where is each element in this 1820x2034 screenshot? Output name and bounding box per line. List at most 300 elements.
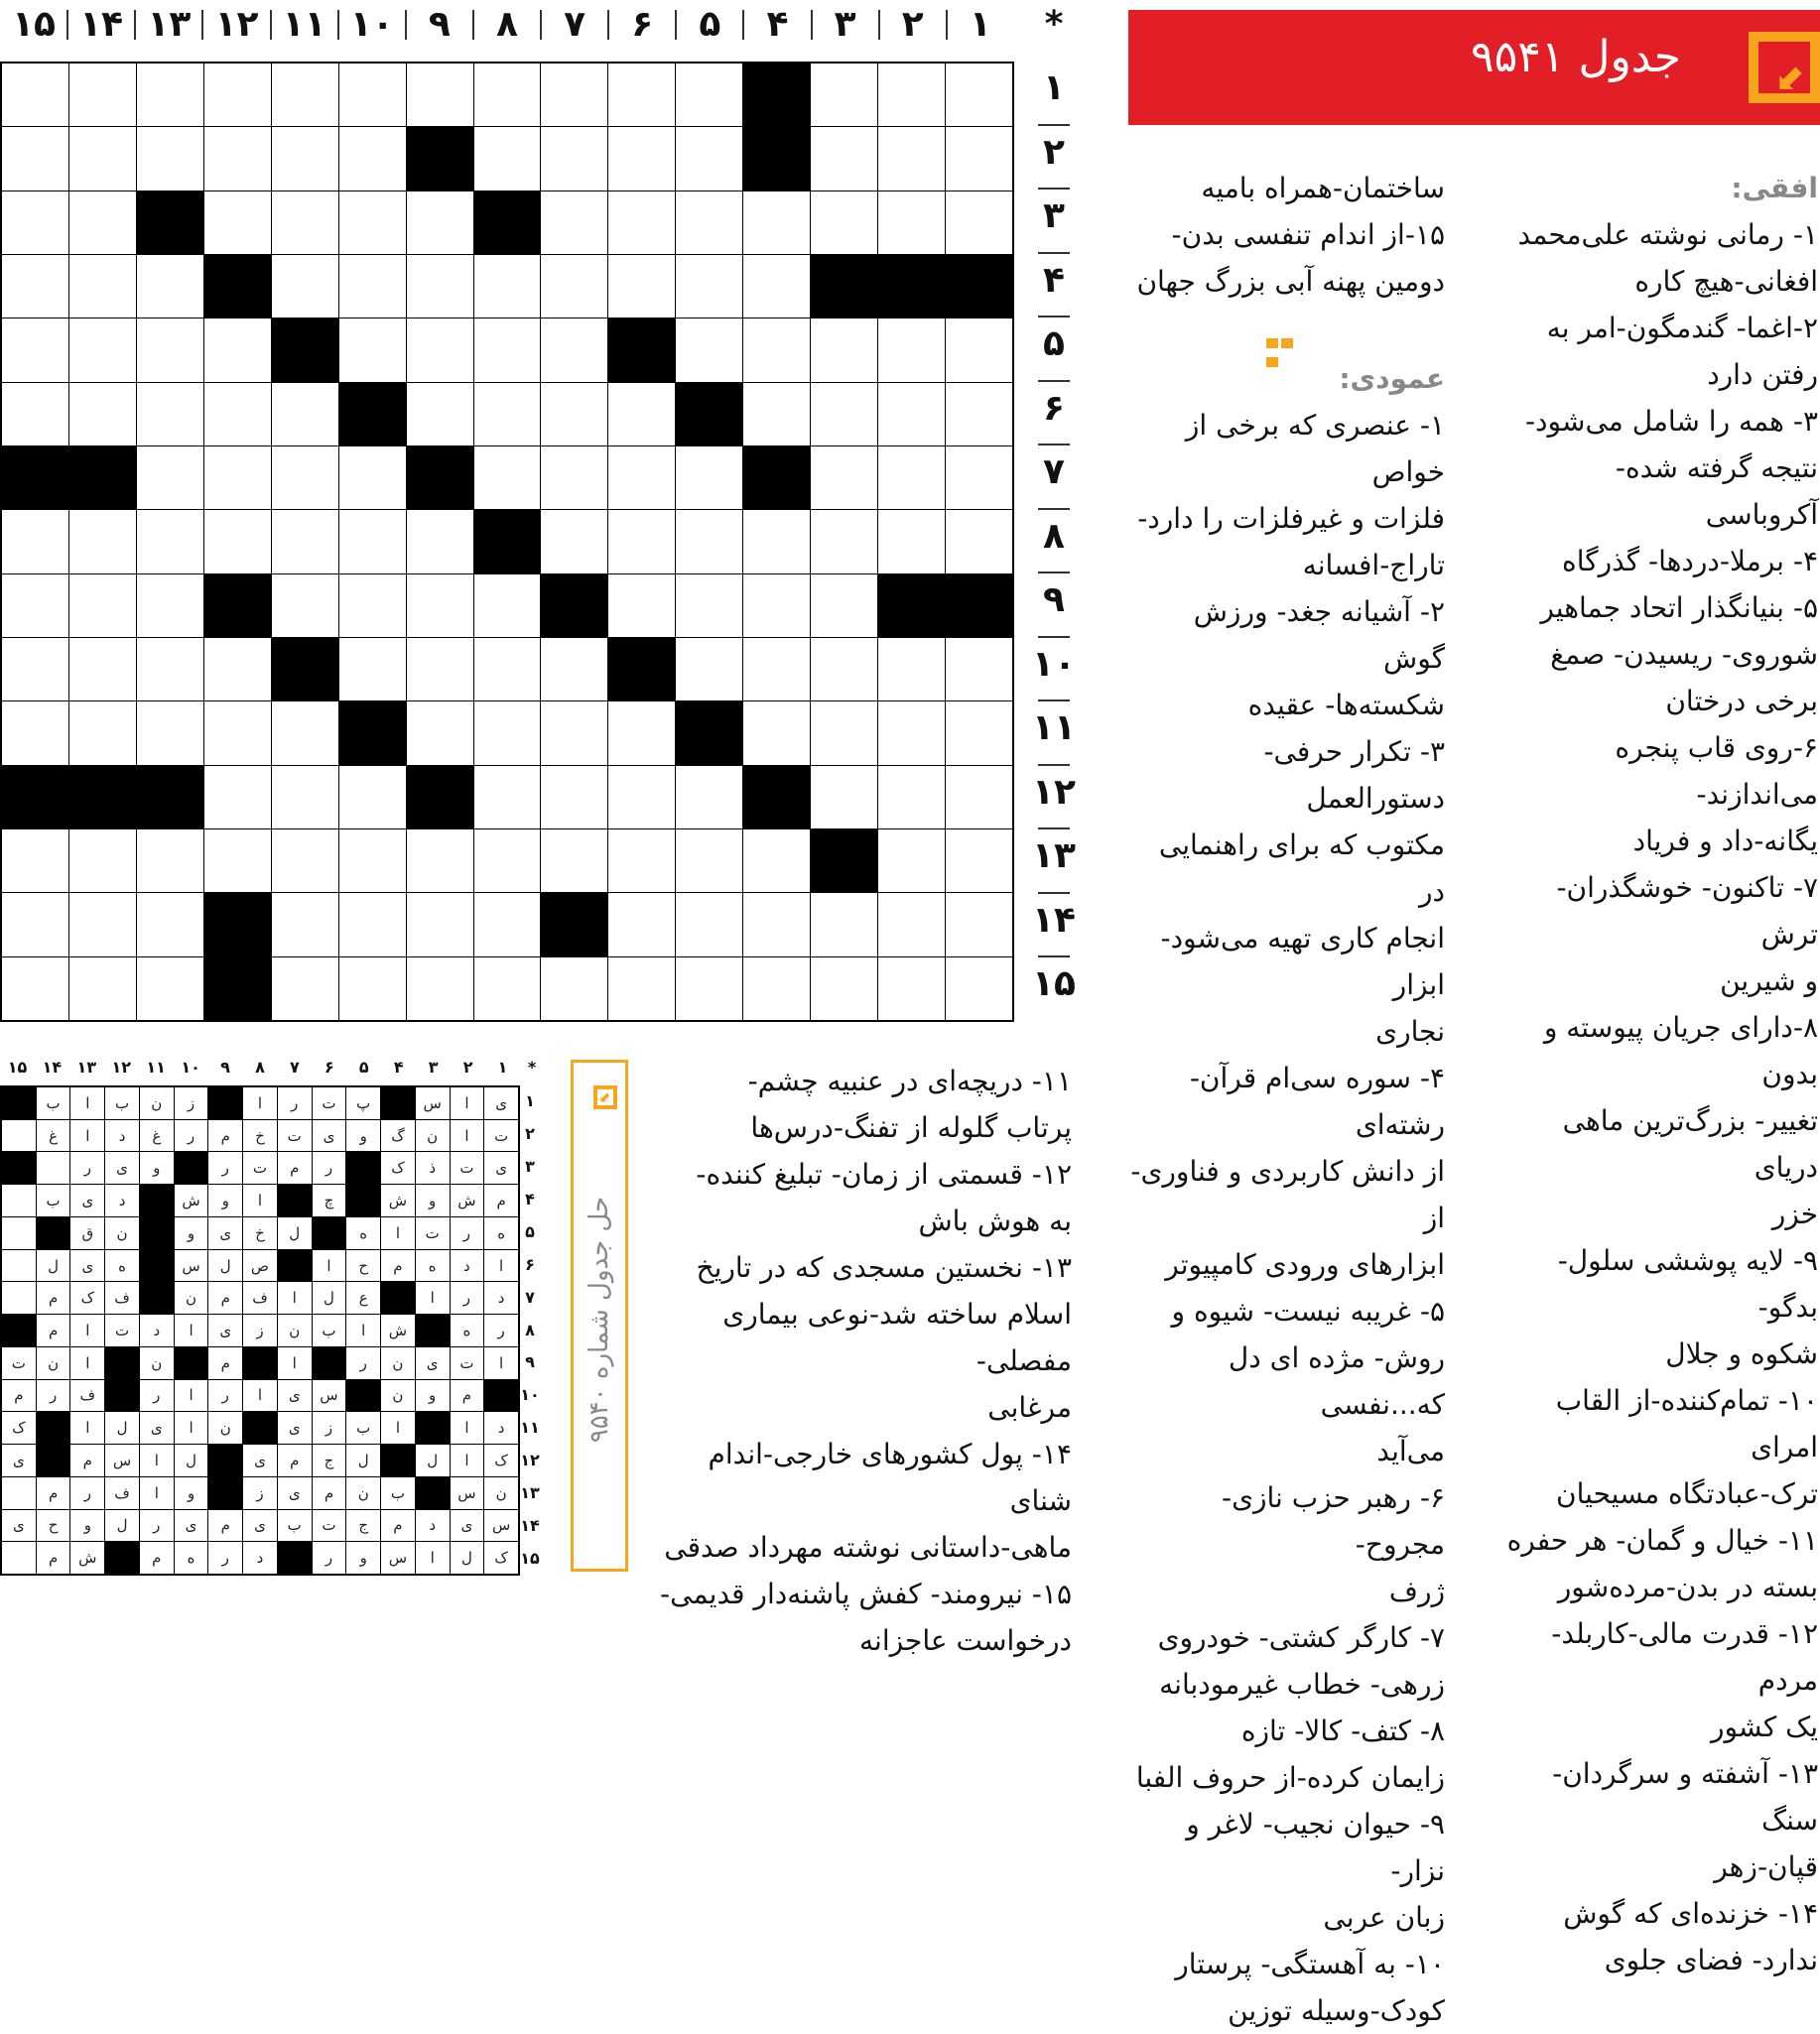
clue-line: یگانه-داد و فریاد <box>1632 825 1818 857</box>
grid-cell <box>946 191 1012 254</box>
grid-cell <box>407 829 473 892</box>
grid-cell <box>878 446 945 509</box>
clue-line: بسته در بدن-مرده‌شور <box>1557 1571 1818 1603</box>
solution-cell: ر <box>208 1380 242 1412</box>
solution-block <box>208 1445 242 1476</box>
grid-cell <box>407 957 473 1020</box>
grid-cell <box>474 574 541 637</box>
grid-cell <box>69 383 136 445</box>
grid-block <box>204 574 271 637</box>
solution-block <box>381 1445 415 1476</box>
solution-cell: و <box>346 1542 380 1574</box>
grid-cell <box>407 893 473 955</box>
grid-cell <box>946 766 1012 828</box>
column-number: ۱۰ <box>349 4 394 45</box>
grid-block <box>676 383 742 445</box>
solution-cell: ا <box>175 1412 208 1444</box>
column-number: ۱۳ <box>147 4 192 45</box>
solution-row-number: ۳ <box>525 1156 535 1176</box>
grid-cell <box>811 446 877 509</box>
column-number: ۳ <box>834 4 856 45</box>
grid-block <box>69 766 136 828</box>
solution-cell: ل <box>37 1250 70 1282</box>
grid-cell <box>878 893 945 955</box>
clue-line: نتیجه گرفته شده-آکروباسی <box>1615 451 1818 531</box>
solution-cell: ر <box>208 1542 242 1574</box>
vertical-clues-heading: عمودی: <box>1339 362 1445 395</box>
solution-cell <box>2 1542 36 1574</box>
solution-cell: ت <box>243 1152 277 1184</box>
clue-line: ۲-اغما- گندمگون-امر به <box>1546 312 1818 344</box>
row-number: ۱۰ <box>1032 643 1076 685</box>
solution-cell: ی <box>2 1445 36 1476</box>
solution-cell: ت <box>484 1120 518 1152</box>
solution-cell: ه <box>175 1542 208 1574</box>
clue-line: ترک-عبادتگاه مسیحیان <box>1556 1477 1818 1510</box>
clue-line: تغییر- بزرگ‌ترین ماهی دریای <box>1562 1104 1818 1184</box>
clue-line: روش- مژده ای دل که...نفسی <box>1228 1341 1445 1421</box>
grid-block <box>407 766 473 828</box>
solution-cell: ر <box>70 1152 104 1184</box>
solution-block <box>105 1347 139 1379</box>
solution-cell: ا <box>243 1087 277 1119</box>
solution-block <box>140 1250 174 1282</box>
solution-cell <box>2 1120 36 1152</box>
grid-cell <box>474 127 541 190</box>
solution-cell: ج <box>346 1510 380 1542</box>
solution-block <box>37 1217 70 1249</box>
grid-cell <box>339 127 406 190</box>
grid-cell <box>474 893 541 955</box>
clue-line: زایمان کرده-از حروف الفبا <box>1135 1761 1445 1794</box>
grid-block <box>743 64 810 126</box>
clue-line: ۵- بنیانگذار اتحاد جماهیر <box>1540 591 1818 624</box>
grid-cell <box>743 510 810 572</box>
solution-cell: ل <box>208 1250 242 1282</box>
grid-cell <box>541 255 607 318</box>
solution-block <box>140 1217 174 1249</box>
solution-cell: م <box>37 1477 70 1509</box>
solution-cell: ی <box>416 1347 450 1379</box>
clue-line: ۱۵- نیرومند- کفش پاشنه‌دار قدیمی- <box>660 1578 1072 1610</box>
solution-cell: م <box>381 1250 415 1282</box>
grid-cell <box>676 829 742 892</box>
grid-cell <box>272 64 338 126</box>
solution-cell: غ <box>37 1120 70 1152</box>
grid-cell <box>474 446 541 509</box>
grid-cell <box>339 957 406 1020</box>
solution-cell: ی <box>278 1380 312 1412</box>
grid-cell <box>608 64 675 126</box>
grid-cell <box>407 383 473 445</box>
grid-cell <box>2 64 68 126</box>
row-separator <box>1038 764 1070 766</box>
solution-row-number: ۱۰ <box>520 1385 540 1405</box>
grid-cell <box>204 510 271 572</box>
solution-cell: ر <box>208 1152 242 1184</box>
solution-cell: ه <box>105 1250 139 1282</box>
clue-line: قپان-زهر <box>1714 1850 1818 1883</box>
solution-cell: ک <box>70 1282 104 1314</box>
solution-cell: د <box>484 1412 518 1444</box>
grid-block <box>811 255 877 318</box>
grid-block <box>407 127 473 190</box>
grid-block <box>272 318 338 381</box>
solution-cell: ا <box>243 1380 277 1412</box>
grid-cell <box>474 318 541 381</box>
grid-cell <box>474 64 541 126</box>
solution-cell: م <box>37 1315 70 1346</box>
solution-block <box>313 1217 346 1249</box>
solution-cell: ن <box>140 1347 174 1379</box>
solution-cell: ی <box>70 1250 104 1282</box>
grid-cell <box>811 957 877 1020</box>
solution-cell: ی <box>278 1412 312 1444</box>
solution-cell: ن <box>416 1120 450 1152</box>
clue-line: شکسته‌ها- عقیده <box>1247 689 1445 721</box>
solution-cell: د <box>416 1510 450 1542</box>
solution-cell: ب <box>346 1412 380 1444</box>
horizontal-clues-heading: افقی: <box>1731 172 1818 204</box>
grid-block <box>137 191 203 254</box>
grid-cell <box>474 766 541 828</box>
grid-cell <box>608 446 675 509</box>
solution-cell: م <box>381 1510 415 1542</box>
solution-block <box>381 1087 415 1119</box>
solution-cell: ف <box>105 1477 139 1509</box>
solution-row-number: ۱۳ <box>520 1483 540 1503</box>
solution-block <box>140 1185 174 1216</box>
solution-block <box>346 1152 380 1184</box>
grid-cell <box>272 893 338 955</box>
grid-cell <box>676 191 742 254</box>
solution-cell: ن <box>105 1217 139 1249</box>
solution-cell: ا <box>175 1380 208 1412</box>
vertical-clues-column <box>1125 355 1445 2034</box>
solution-cell: م <box>208 1347 242 1379</box>
grid-cell <box>946 318 1012 381</box>
solution-cell <box>2 1477 36 1509</box>
row-separator <box>1038 508 1070 510</box>
grid-cell <box>541 638 607 700</box>
solution-cell: ب <box>105 1087 139 1119</box>
solution-cell: س <box>381 1542 415 1574</box>
solution-cell: ک <box>484 1445 518 1476</box>
solution-cell: ی <box>278 1477 312 1509</box>
grid-cell <box>608 191 675 254</box>
grid-cell <box>946 64 1012 126</box>
solution-block <box>484 1380 518 1412</box>
row-number: ۱۱ <box>1032 707 1076 749</box>
grid-block <box>541 574 607 637</box>
clue-line: زبان عربی <box>1323 1901 1445 1934</box>
solution-cell: ف <box>243 1282 277 1314</box>
grid-block <box>743 127 810 190</box>
grid-block <box>272 638 338 700</box>
solution-cell: م <box>208 1282 242 1314</box>
grid-cell <box>541 829 607 892</box>
row-separator <box>1038 636 1070 638</box>
solution-cell: ذ <box>416 1152 450 1184</box>
row-number: ۱۴ <box>1032 899 1076 941</box>
clue-line: ۱۵-از اندام تنفسی بدن- <box>1171 218 1445 251</box>
column-number: ۴ <box>766 4 789 45</box>
solution-cell: ی <box>105 1152 139 1184</box>
grid-cell <box>608 829 675 892</box>
solution-cell: ک <box>484 1542 518 1574</box>
grid-cell <box>137 446 203 509</box>
solution-cell: ا <box>451 1120 484 1152</box>
grid-cell <box>743 701 810 764</box>
grid-cell <box>946 829 1012 892</box>
grid-cell <box>541 383 607 445</box>
grid-cell <box>407 638 473 700</box>
grid-block <box>743 766 810 828</box>
grid-cell <box>2 383 68 445</box>
clue-line: ۱- رمانی نوشته علی‌محمد <box>1517 218 1818 251</box>
grid-cell <box>541 191 607 254</box>
clue-line: ۳- همه را شامل می‌شود- <box>1524 405 1818 438</box>
clue-line: ۱۱- خیال و گمان- هر حفره <box>1506 1524 1818 1557</box>
grid-block <box>204 893 271 955</box>
solution-cell: ش <box>451 1185 484 1216</box>
grid-cell <box>2 574 68 637</box>
grid-cell <box>339 766 406 828</box>
row-number: ۷ <box>1043 451 1065 493</box>
grid-cell <box>204 191 271 254</box>
grid-block <box>137 766 203 828</box>
solution-cell: ب <box>37 1087 70 1119</box>
grid-cell <box>339 574 406 637</box>
crossword-grid <box>0 62 1014 1022</box>
row-number: ۴ <box>1043 259 1065 301</box>
grid-cell <box>541 766 607 828</box>
solution-cell: و <box>346 1120 380 1152</box>
solution-column-number: ۱۱ <box>146 1058 166 1077</box>
solution-block <box>381 1282 415 1314</box>
solution-cell: ت <box>313 1510 346 1542</box>
solution-row-number: ۱۲ <box>520 1451 540 1470</box>
grid-cell <box>676 574 742 637</box>
grid-cell <box>676 510 742 572</box>
clue-line: ۱۴- پول کشورهای خارجی-اندام شنای <box>708 1438 1072 1517</box>
clue-line: شوروی- ریسیدن- صمغ <box>1550 638 1818 671</box>
grid-cell <box>878 127 945 190</box>
solution-cell: ی <box>243 1510 277 1542</box>
solution-block <box>313 1347 346 1379</box>
solution-cell: ن <box>381 1347 415 1379</box>
solution-cell: ت <box>2 1347 36 1379</box>
solution-cell: ز <box>243 1315 277 1346</box>
grid-cell <box>204 127 271 190</box>
solution-column-number: ۵ <box>358 1058 369 1077</box>
solution-row-number: ۱ <box>525 1091 535 1110</box>
row-number: ۶ <box>1043 387 1065 429</box>
solution-cell: ی <box>484 1152 518 1184</box>
solution-cell: س <box>451 1477 484 1509</box>
grid-cell <box>811 766 877 828</box>
clue-line: ساختمان-همراه بامیه <box>1201 172 1445 204</box>
grid-cell <box>204 766 271 828</box>
grid-cell <box>339 893 406 955</box>
grid-cell <box>946 510 1012 572</box>
solution-cell: ل <box>105 1412 139 1444</box>
grid-cell <box>137 701 203 764</box>
clue-line: افغانی-هیچ کاره <box>1634 265 1818 298</box>
solution-cell: ا <box>346 1315 380 1346</box>
solution-cell: م <box>208 1120 242 1152</box>
solution-block <box>278 1542 312 1574</box>
grid-cell <box>743 574 810 637</box>
solution-row-number: ۶ <box>525 1254 535 1274</box>
grid-cell <box>137 383 203 445</box>
grid-block <box>407 446 473 509</box>
solution-cell: ر <box>346 1347 380 1379</box>
solution-column-number: ۱۵ <box>7 1058 28 1077</box>
grid-block <box>204 255 271 318</box>
solution-cell: ی <box>70 1185 104 1216</box>
solution-cell: ن <box>484 1477 518 1509</box>
grid-cell <box>878 383 945 445</box>
clue-line: برخی درختان <box>1665 685 1818 717</box>
clue-line: ۹- حیوان نجیب- لاغر و نزار- <box>1186 1808 1445 1887</box>
clue-line: ماهی-داستانی نوشته مهرداد صدقی <box>664 1531 1072 1564</box>
grid-cell <box>2 893 68 955</box>
grid-block <box>474 510 541 572</box>
solution-cell: گ <box>381 1120 415 1152</box>
grid-cell <box>541 127 607 190</box>
grid-cell <box>2 957 68 1020</box>
grid-cell <box>137 64 203 126</box>
grid-cell <box>272 446 338 509</box>
solution-cell: و <box>70 1510 104 1542</box>
solution-cell: ه <box>484 1217 518 1249</box>
grid-cell <box>2 191 68 254</box>
solution-cell: ر <box>484 1315 518 1346</box>
grid-cell <box>204 383 271 445</box>
solution-cell: ا <box>313 1250 346 1282</box>
grid-cell <box>608 510 675 572</box>
clue-line: ندارد- فضای جلوی <box>1604 1944 1818 1976</box>
grid-cell <box>339 64 406 126</box>
clue-line: ژرف <box>1388 1575 1445 1607</box>
solution-cell: ت <box>451 1152 484 1184</box>
solution-cell: ا <box>451 1412 484 1444</box>
row-separator <box>1038 124 1070 126</box>
solution-cell: م <box>278 1152 312 1184</box>
solution-cell: چ <box>313 1185 346 1216</box>
column-number: ۶ <box>631 4 654 45</box>
row-number: ۲ <box>1043 131 1065 173</box>
grid-cell <box>541 318 607 381</box>
grid-cell <box>676 127 742 190</box>
solution-cell: ف <box>70 1380 104 1412</box>
solution-cell: ی <box>243 1445 277 1476</box>
grid-cell <box>608 383 675 445</box>
grid-cell <box>69 893 136 955</box>
clue-line: از دانش کاربردی و فناوری-از <box>1130 1155 1445 1234</box>
column-number: ۱۱ <box>282 4 326 45</box>
solution-cell: ا <box>416 1542 450 1574</box>
solution-cell: ی <box>2 1510 36 1542</box>
grid-cell <box>946 383 1012 445</box>
clue-line: می‌آید <box>1376 1435 1445 1467</box>
solution-cell: ت <box>451 1347 484 1379</box>
grid-cell <box>608 701 675 764</box>
grid-cell <box>608 127 675 190</box>
solution-cell: ر <box>313 1152 346 1184</box>
grid-block <box>946 255 1012 318</box>
solution-cell: ش <box>381 1315 415 1346</box>
grid-cell <box>878 701 945 764</box>
solution-cell: ن <box>381 1380 415 1412</box>
grid-cell <box>2 255 68 318</box>
clue-line: زرهی- خطاب غیرمودبانه <box>1159 1668 1445 1701</box>
grid-cell <box>137 574 203 637</box>
grid-cell <box>69 574 136 637</box>
solution-cell: ع <box>346 1282 380 1314</box>
grid-cell <box>743 318 810 381</box>
grid-cell <box>541 510 607 572</box>
solution-cell: ا <box>175 1315 208 1346</box>
grid-cell <box>69 829 136 892</box>
header-banner <box>1128 10 1820 125</box>
grid-cell <box>272 829 338 892</box>
grid-cell <box>339 318 406 381</box>
solution-cell: س <box>175 1250 208 1282</box>
clue-line: ۱۰- تمام‌کننده-از القاب امرای <box>1555 1384 1818 1463</box>
horizontal-clues-column <box>1504 165 1818 1983</box>
solution-cell: م <box>208 1510 242 1542</box>
solution-cell: ق <box>70 1217 104 1249</box>
grid-cell <box>69 64 136 126</box>
solution-block <box>208 1087 242 1119</box>
clue-line: رفتن دارد <box>1707 358 1818 391</box>
grid-cell <box>676 64 742 126</box>
solution-cell: د <box>105 1120 139 1152</box>
solution-cell: ر <box>37 1380 70 1412</box>
clue-line: ۸- کتف- کالا- تازه <box>1240 1715 1445 1747</box>
solution-cell: ک <box>381 1152 415 1184</box>
solution-cell: و <box>416 1185 450 1216</box>
solution-cell: ر <box>140 1380 174 1412</box>
grid-cell <box>339 191 406 254</box>
clue-line: مکتوب که برای راهنمایی در <box>1158 828 1445 908</box>
solution-cell: ا <box>70 1315 104 1346</box>
grid-cell <box>272 766 338 828</box>
grid-cell <box>2 829 68 892</box>
grid-block <box>608 638 675 700</box>
grid-cell <box>272 255 338 318</box>
solution-cell: ا <box>70 1120 104 1152</box>
grid-cell <box>69 318 136 381</box>
grid-cell <box>137 638 203 700</box>
solution-cell: و <box>208 1185 242 1216</box>
row-number: ۸ <box>1043 515 1065 557</box>
solution-cell: ی <box>484 1087 518 1119</box>
clue-line: ۲- آشیانه جغد- ورزش گوش <box>1193 595 1445 675</box>
grid-cell <box>474 701 541 764</box>
solution-grid <box>0 1085 520 1576</box>
clue-line: ۵- غریبه نیست- شیوه و <box>1171 1295 1445 1328</box>
row-number: ۱۵ <box>1032 963 1076 1005</box>
solution-cell: ب <box>37 1185 70 1216</box>
solution-cell: ت <box>416 1217 450 1249</box>
solution-block <box>278 1250 312 1282</box>
solution-block <box>243 1412 277 1444</box>
solution-title: حل جدول شماره ۹۵۴۰ <box>585 1196 614 1444</box>
bottom-clues-column <box>643 1058 1072 1664</box>
